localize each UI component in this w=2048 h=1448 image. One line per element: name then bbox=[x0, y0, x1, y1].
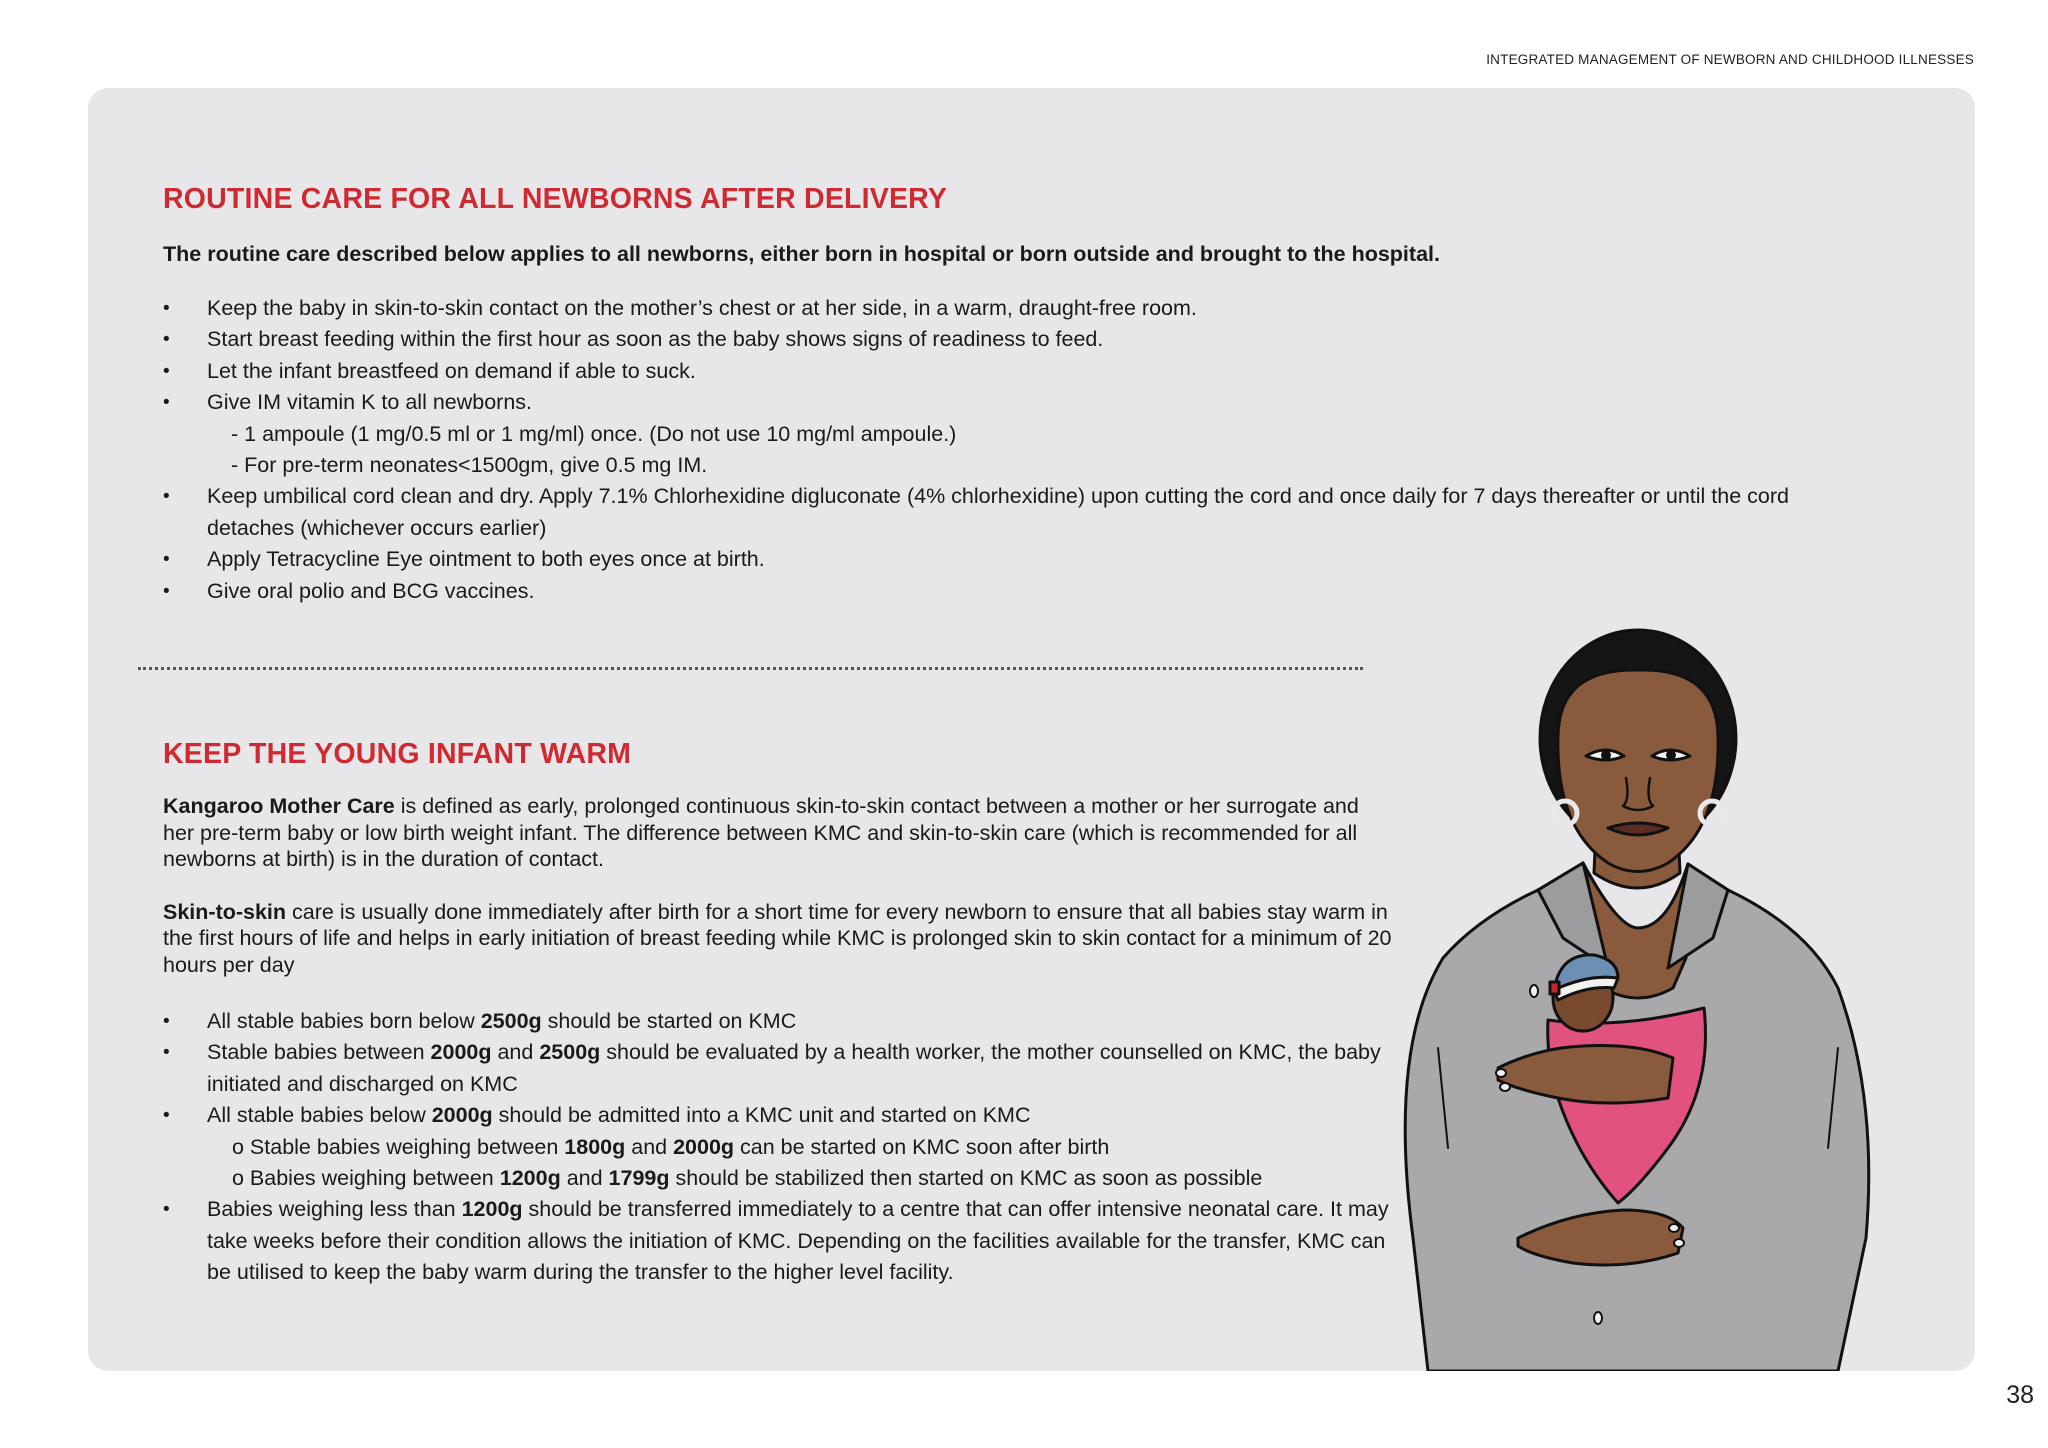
shirt-button bbox=[1530, 985, 1538, 997]
skin-to-skin-paragraph bbox=[163, 899, 1393, 979]
weight-value: 1799g bbox=[608, 1166, 670, 1191]
text-run: o Stable babies weighing between bbox=[232, 1134, 565, 1159]
text-run: should be admitted into a KMC unit and started on KMC bbox=[492, 1103, 1031, 1128]
weight-value: 1200g bbox=[461, 1197, 523, 1222]
text-run: should be evaluated by a health worker, the mother counselled on KMC, the baby initiated and discharged on KMC bbox=[207, 1040, 1381, 1096]
routine-care-title: ROUTINE CARE FOR ALL NEWBORNS AFTER DELIVERY bbox=[163, 183, 948, 215]
list-item bbox=[163, 1100, 1393, 1194]
text-run: and bbox=[491, 1040, 540, 1065]
text-run: can be started on KMC soon after birth bbox=[734, 1134, 1110, 1159]
kmc-criteria-list bbox=[163, 1006, 1393, 1289]
routine-care-intro: The routine care described below applies to all newborns, either born in hospital or born outside and brought to the hospital. bbox=[163, 242, 1440, 266]
list-item bbox=[163, 1194, 1393, 1288]
list-item: • Start breast feeding within the first hour as soon as the baby shows signs of readiness to feed. bbox=[163, 324, 1863, 355]
text-run: All stable babies born below bbox=[207, 1009, 481, 1033]
kmc-definition-text: is defined as early, prolonged continuous skin-to-skin contact between a mother or her surrogate and her pre-term baby or low birth weight infant. The difference between KMC and skin-to-skin care (which is recommended for all newborns at birth) is in the duration of contact. bbox=[163, 794, 1359, 871]
list-item bbox=[163, 1037, 1393, 1100]
skin-to-skin-text: care is usually done immediately after birth for a short time for every newborn to ensure that all babies stay warm in the first hours of life and helps in early initiation of breast feeding while KMC is prolonged skin to skin contact for a minimum of 20 hours per day bbox=[163, 899, 1392, 977]
text-run: should be started on KMC bbox=[541, 1009, 797, 1033]
weight-value: 2500g bbox=[539, 1040, 601, 1065]
dotted-divider bbox=[138, 667, 1363, 670]
sub-item bbox=[207, 1132, 1393, 1163]
weight-value: 1200g bbox=[499, 1166, 561, 1191]
list-item bbox=[163, 1006, 1393, 1037]
list-item: • Keep umbilical cord clean and dry. Apply 7.1% Chlorhexidine digluconate (4% chlorhexidine) upon cutting the cord and once daily for 7 days thereafter or until the cord detaches (whichever occurs earlier) bbox=[163, 481, 1863, 544]
skin-to-skin-term: Skin-to-skin bbox=[163, 899, 287, 924]
sub-item bbox=[207, 1163, 1393, 1194]
text-run: Babies weighing less than bbox=[207, 1197, 462, 1222]
list-item: • Let the infant breastfeed on demand if able to suck. bbox=[163, 356, 1863, 387]
text-run: and bbox=[625, 1134, 674, 1159]
list-item-vitamin-k bbox=[163, 387, 1863, 481]
list-item: • Give oral polio and BCG vaccines. bbox=[163, 576, 1863, 607]
vitamin-k-dose-line: - 1 ampoule (1 mg/0.5 ml or 1 mg/ml) once. (Do not use 10 mg/ml ampoule.) bbox=[231, 421, 957, 446]
text-run: and bbox=[560, 1166, 609, 1191]
content-panel bbox=[88, 88, 1975, 1371]
baby-hat-clip bbox=[1550, 982, 1559, 994]
routine-care-list bbox=[163, 293, 1863, 607]
kmc-term: Kangaroo Mother Care bbox=[163, 794, 395, 818]
weight-value: 1800g bbox=[564, 1134, 626, 1159]
weight-value: 2000g bbox=[431, 1103, 493, 1128]
face bbox=[1558, 670, 1718, 872]
weight-value: 2000g bbox=[673, 1134, 735, 1159]
kmc-definition-paragraph bbox=[163, 793, 1393, 873]
text-run: should be stabilized then started on KMC as soon as possible bbox=[669, 1166, 1263, 1191]
list-item: • Keep the baby in skin-to-skin contact on the mother’s chest or at her side, in a warm, draught-free room. bbox=[163, 293, 1863, 324]
vitamin-k-preterm-line: - For pre-term neonates<1500gm, give 0.5 mg IM. bbox=[231, 453, 708, 478]
text-run: o Babies weighing between bbox=[232, 1166, 500, 1191]
keep-warm-section bbox=[163, 738, 1393, 1289]
text-run: All stable babies below bbox=[207, 1103, 432, 1128]
text-run: Stable babies between bbox=[207, 1040, 431, 1065]
list-item: • Apply Tetracycline Eye ointment to both eyes once at birth. bbox=[163, 544, 1863, 575]
keep-warm-title: KEEP THE YOUNG INFANT WARM bbox=[163, 738, 632, 770]
weight-value: 2500g bbox=[480, 1009, 542, 1033]
running-header: INTEGRATED MANAGEMENT OF NEWBORN AND CHILDHOOD ILLNESSES bbox=[1486, 52, 1974, 67]
weight-value: 2000g bbox=[430, 1040, 492, 1065]
shirt-button bbox=[1594, 1312, 1602, 1324]
kangaroo-mother-care-illustration bbox=[1368, 628, 1898, 1371]
text-run: should be transferred immediately to a centre that can offer intensive neonatal care. It may take weeks before their condition allows the initiation of KMC. Depending on the facilities available for the transfer, KMC can be utilised to keep the baby warm during the transfer to the higher level facility. bbox=[207, 1197, 1389, 1285]
list-item-text: Give IM vitamin K to all newborns. bbox=[207, 390, 533, 415]
page-number: 38 bbox=[2006, 1381, 2034, 1409]
routine-care-section bbox=[163, 183, 1863, 607]
